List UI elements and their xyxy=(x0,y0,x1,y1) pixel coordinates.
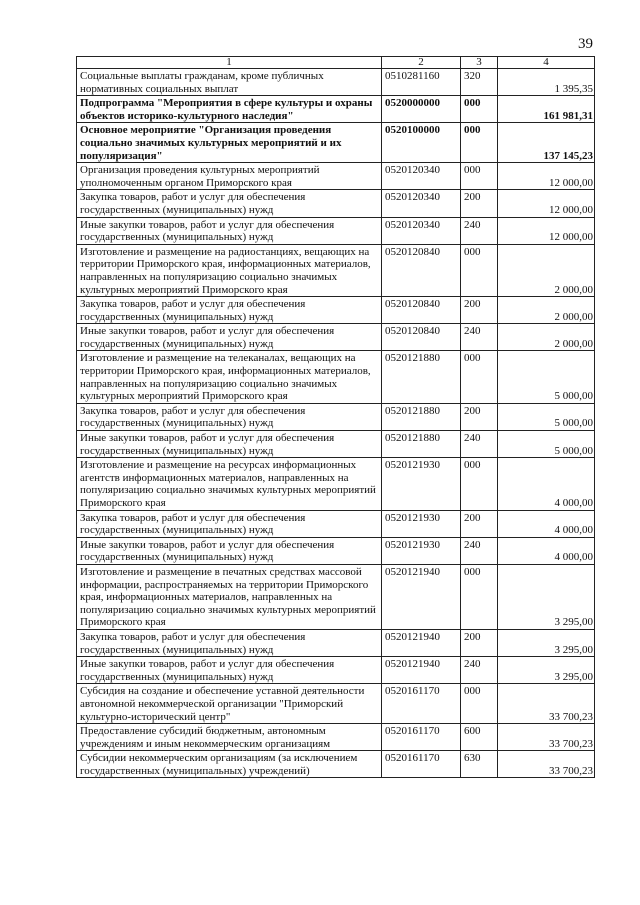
vr-cell: 000 xyxy=(461,684,498,724)
name-cell: Изготовление и размещение в печатных средствах массовой информации, распространяемых на территории Приморского края, информационных материалов, направленных на популяризацию социально значимых культурных мероприятий Приморского края xyxy=(77,564,382,629)
amount-cell: 33 700,23 xyxy=(498,684,595,724)
name-cell: Предоставление субсидий бюджетным, автономным учреждениям и иным некоммерческим организациям xyxy=(77,724,382,751)
name-cell: Субсидии некоммерческим организациям (за исключением государственных (муниципальных) учреждений) xyxy=(77,751,382,778)
name-cell: Субсидия на создание и обеспечение уставной деятельности автономной некоммерческой организации "Приморский культурно-исторический центр" xyxy=(77,684,382,724)
code-cell: 0520120840 xyxy=(382,297,461,324)
code-cell: 0520100000 xyxy=(382,123,461,163)
code-cell: 0520120340 xyxy=(382,190,461,217)
name-cell: Иные закупки товаров, работ и услуг для обеспечения государственных (муниципальных) нужд xyxy=(77,324,382,351)
name-cell: Изготовление и размещение на радиостанциях, вещающих на территории Приморского края, информационных материалов, направленных на популяризацию социально значимых культурных мероприятий Приморского края xyxy=(77,244,382,296)
name-cell: Иные закупки товаров, работ и услуг для обеспечения государственных (муниципальных) нужд xyxy=(77,217,382,244)
amount-cell: 2 000,00 xyxy=(498,244,595,296)
header-cell-name: 1 xyxy=(77,57,382,69)
vr-cell: 200 xyxy=(461,190,498,217)
table-row xyxy=(77,657,595,684)
amount-cell: 5 000,00 xyxy=(498,403,595,430)
name-cell: Иные закупки товаров, работ и услуг для обеспечения государственных (муниципальных) нужд xyxy=(77,657,382,684)
code-cell: 0520000000 xyxy=(382,96,461,123)
amount-cell: 2 000,00 xyxy=(498,297,595,324)
name-cell: Закупка товаров, работ и услуг для обеспечения государственных (муниципальных) нужд xyxy=(77,297,382,324)
code-cell: 0520121940 xyxy=(382,564,461,629)
code-cell: 0520120840 xyxy=(382,244,461,296)
amount-cell: 3 295,00 xyxy=(498,564,595,629)
amount-cell: 4 000,00 xyxy=(498,458,595,510)
table-row xyxy=(77,431,595,458)
vr-cell: 320 xyxy=(461,69,498,96)
code-cell: 0520121930 xyxy=(382,510,461,537)
table-row xyxy=(77,217,595,244)
amount-cell: 3 295,00 xyxy=(498,657,595,684)
vr-cell: 000 xyxy=(461,458,498,510)
code-cell: 0520121880 xyxy=(382,431,461,458)
name-cell: Закупка товаров, работ и услуг для обеспечения государственных (муниципальных) нужд xyxy=(77,629,382,656)
header-cell-amount: 4 xyxy=(498,57,595,69)
header-cell-code: 2 xyxy=(382,57,461,69)
header-cell-vr: 3 xyxy=(461,57,498,69)
amount-cell: 33 700,23 xyxy=(498,724,595,751)
name-cell: Закупка товаров, работ и услуг для обеспечения государственных (муниципальных) нужд xyxy=(77,510,382,537)
vr-cell: 240 xyxy=(461,537,498,564)
name-cell: Иные закупки товаров, работ и услуг для обеспечения государственных (муниципальных) нужд xyxy=(77,537,382,564)
code-cell: 0520121940 xyxy=(382,629,461,656)
name-cell: Изготовление и размещение на телеканалах, вещающих на территории Приморского края, информационных материалов, направленных на популяризацию социально значимых культурных мероприятий Приморского края xyxy=(77,351,382,403)
table-row xyxy=(77,510,595,537)
table-row xyxy=(77,564,595,629)
table-row xyxy=(77,684,595,724)
vr-cell: 630 xyxy=(461,751,498,778)
table-row xyxy=(77,163,595,190)
table-row xyxy=(77,458,595,510)
table-row xyxy=(77,351,595,403)
amount-cell: 12 000,00 xyxy=(498,163,595,190)
code-cell: 0520121930 xyxy=(382,537,461,564)
table-row xyxy=(77,724,595,751)
code-cell: 0520161170 xyxy=(382,684,461,724)
table-row xyxy=(77,297,595,324)
amount-cell: 12 000,00 xyxy=(498,217,595,244)
code-cell: 0520161170 xyxy=(382,724,461,751)
table-row xyxy=(77,244,595,296)
code-cell: 0510281160 xyxy=(382,69,461,96)
vr-cell: 000 xyxy=(461,244,498,296)
vr-cell: 000 xyxy=(461,96,498,123)
code-cell: 0520121930 xyxy=(382,458,461,510)
page-number: 39 xyxy=(578,36,593,52)
amount-cell: 2 000,00 xyxy=(498,324,595,351)
amount-cell: 5 000,00 xyxy=(498,351,595,403)
table-row xyxy=(77,123,595,163)
name-cell: Закупка товаров, работ и услуг для обеспечения государственных (муниципальных) нужд xyxy=(77,190,382,217)
budget-table xyxy=(76,56,595,778)
name-cell: Организация проведения культурных мероприятий уполномоченным органом Приморского края xyxy=(77,163,382,190)
vr-cell: 240 xyxy=(461,657,498,684)
vr-cell: 000 xyxy=(461,564,498,629)
name-cell: Подпрограмма "Мероприятия в сфере культуры и охраны объектов историко-культурного наследия" xyxy=(77,96,382,123)
vr-cell: 200 xyxy=(461,403,498,430)
vr-cell: 000 xyxy=(461,163,498,190)
amount-cell: 12 000,00 xyxy=(498,190,595,217)
vr-cell: 240 xyxy=(461,217,498,244)
vr-cell: 200 xyxy=(461,297,498,324)
name-cell: Изготовление и размещение на ресурсах информационных агентств информационных материалов, направленных на популяризацию социально значимых культурных мероприятий Приморского края xyxy=(77,458,382,510)
table-row xyxy=(77,96,595,123)
amount-cell: 4 000,00 xyxy=(498,510,595,537)
amount-cell: 5 000,00 xyxy=(498,431,595,458)
table-row xyxy=(77,751,595,778)
code-cell: 0520121880 xyxy=(382,351,461,403)
amount-cell: 1 395,35 xyxy=(498,69,595,96)
vr-cell: 000 xyxy=(461,351,498,403)
amount-cell: 4 000,00 xyxy=(498,537,595,564)
code-cell: 0520121940 xyxy=(382,657,461,684)
amount-cell: 3 295,00 xyxy=(498,629,595,656)
name-cell: Социальные выплаты гражданам, кроме публичных нормативных социальных выплат xyxy=(77,69,382,96)
name-cell: Иные закупки товаров, работ и услуг для обеспечения государственных (муниципальных) нужд xyxy=(77,431,382,458)
table-row xyxy=(77,629,595,656)
vr-cell: 600 xyxy=(461,724,498,751)
vr-cell: 000 xyxy=(461,123,498,163)
code-cell: 0520120340 xyxy=(382,163,461,190)
code-cell: 0520121880 xyxy=(382,403,461,430)
vr-cell: 240 xyxy=(461,431,498,458)
vr-cell: 200 xyxy=(461,510,498,537)
code-cell: 0520161170 xyxy=(382,751,461,778)
name-cell: Закупка товаров, работ и услуг для обеспечения государственных (муниципальных) нужд xyxy=(77,403,382,430)
table-row xyxy=(77,324,595,351)
amount-cell: 161 981,31 xyxy=(498,96,595,123)
table-row xyxy=(77,69,595,96)
code-cell: 0520120340 xyxy=(382,217,461,244)
vr-cell: 240 xyxy=(461,324,498,351)
name-cell: Основное мероприятие "Организация проведения социально значимых культурных мероприятий и их популяризация" xyxy=(77,123,382,163)
vr-cell: 200 xyxy=(461,629,498,656)
table-row xyxy=(77,403,595,430)
table-row xyxy=(77,537,595,564)
amount-cell: 137 145,23 xyxy=(498,123,595,163)
amount-cell: 33 700,23 xyxy=(498,751,595,778)
code-cell: 0520120840 xyxy=(382,324,461,351)
header-row xyxy=(77,57,595,69)
table-row xyxy=(77,190,595,217)
